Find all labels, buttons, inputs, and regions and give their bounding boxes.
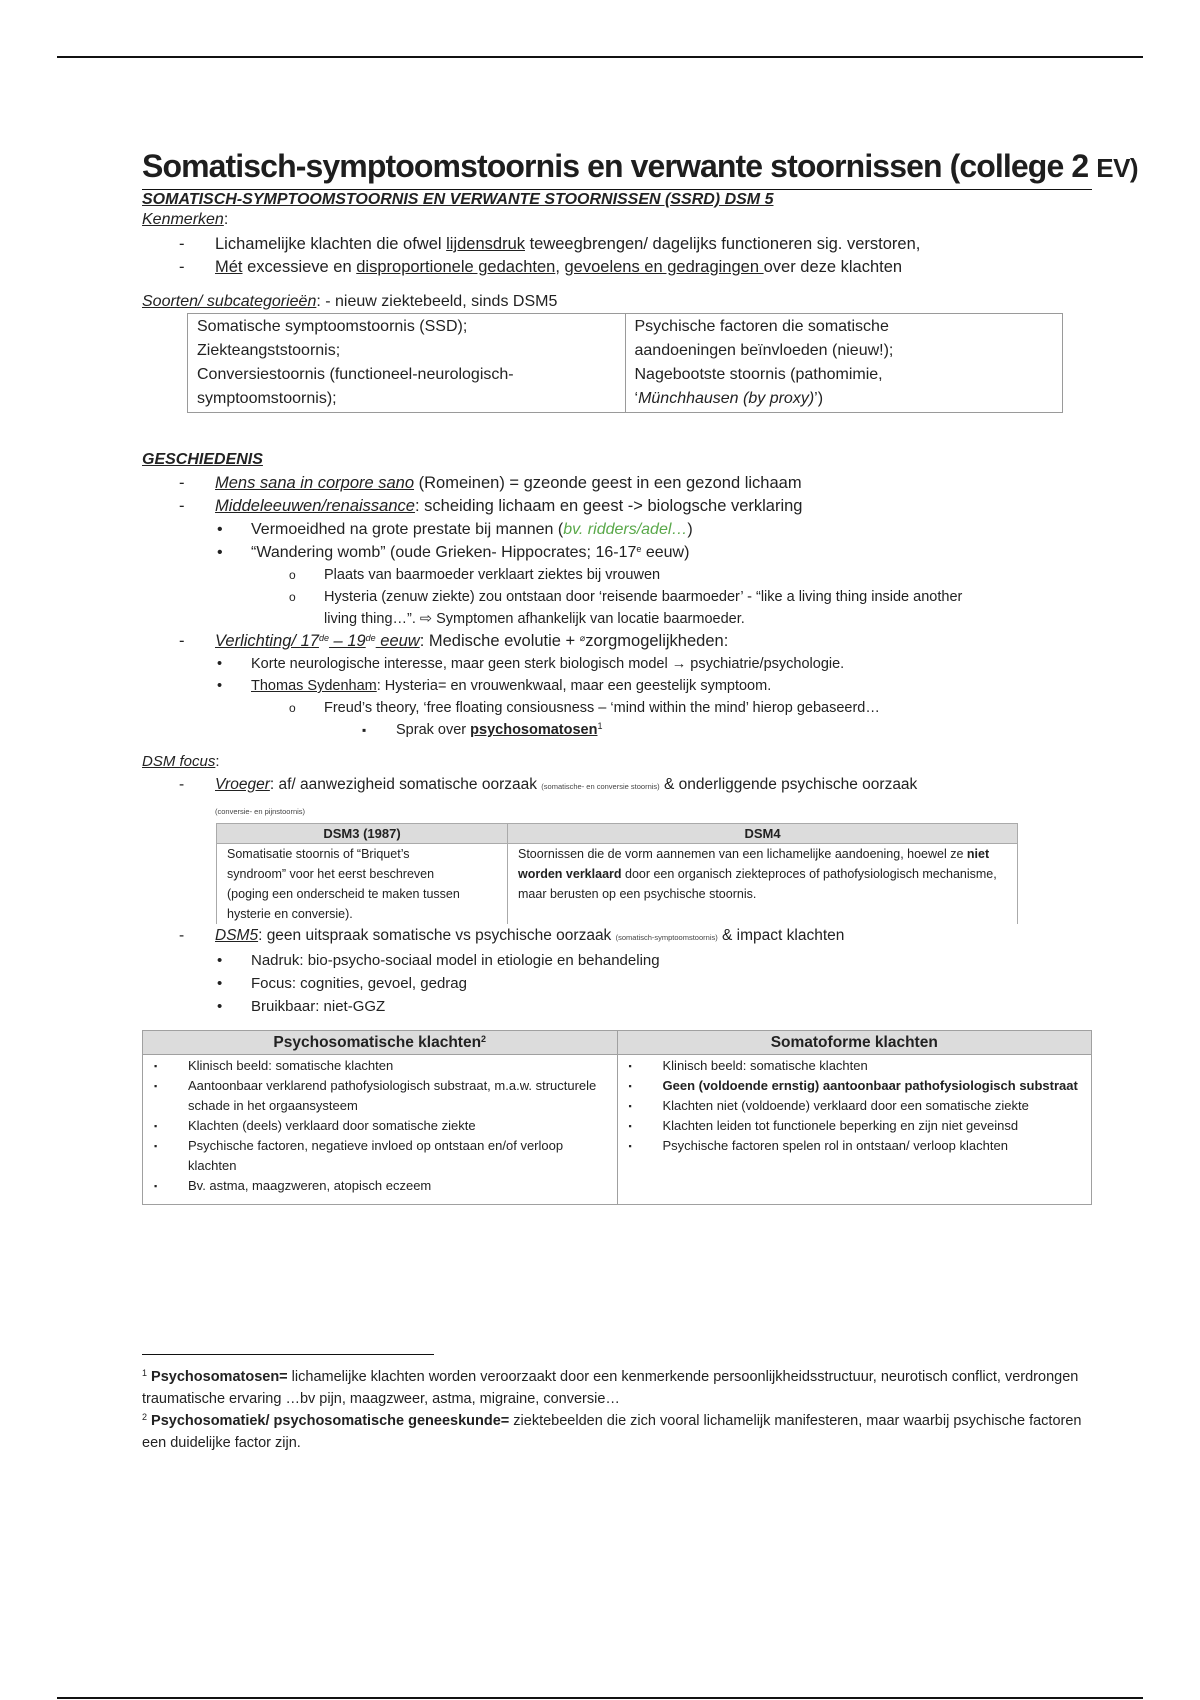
somatoform-cell	[617, 1055, 1092, 1205]
dsm-focus-label: DSM focus:	[142, 753, 220, 770]
list-item: - DSM5: geen uitspraak somatische vs psychische oorzaak (somatisch-symptoomstoornis) & impact klachten	[142, 924, 1092, 949]
list-item: • “Wandering womb” (oude Grieken- Hippocrates; 16-17e eeuw)	[142, 541, 1092, 564]
dsm-focus-list	[142, 773, 1092, 821]
footnotes	[142, 1366, 1092, 1454]
kenmerken-list	[142, 233, 1092, 279]
dsm3-header: DSM3 (1987)	[217, 824, 508, 844]
list-item: ▪ Klachten niet (voldoende) verklaard door een somatische ziekte	[618, 1096, 1092, 1116]
list-item: ▪ Sprak over psychosomatosen$^1$	[142, 719, 1092, 741]
list-item: - Verlichting/ 17de – 19de eeuw: Medische evolutie + ⌀zorgmogelijkheden:	[142, 630, 1092, 653]
psychosomatic-header: Psychosomatische klachten$^2$	[143, 1031, 618, 1055]
footer-rule	[57, 1697, 1143, 1699]
care-icon: ⌀	[579, 633, 586, 643]
list-item: - Vroeger: af/ aanwezigheid somatische oorzaak (somatische- en conversie stoornis) & onderliggende psychische oorzaak (conversie- en pijnstoornis)	[142, 773, 1092, 821]
somatoform-header: Somatoforme klachten	[617, 1031, 1092, 1055]
dsm-history-table	[216, 823, 1018, 924]
list-item: - Middeleeuwen/renaissance: scheiding lichaam en geest -> biologsche verklaring	[142, 495, 1092, 518]
list-item: • Focus: cognities, gevoel, gedrag	[142, 972, 1092, 995]
list-item: ▪ Klachten (deels) verklaard door somatische ziekte	[143, 1116, 617, 1136]
kenmerken-label: Kenmerken:	[142, 211, 229, 228]
subcategories-table	[187, 313, 1063, 413]
list-item: ▪ Klinisch beeld: somatische klachten	[143, 1056, 617, 1076]
section-heading-ssrd: SOMATISCH-SYMPTOOMSTOORNIS EN VERWANTE STOORNISSEN (SSRD) DSM 5	[142, 191, 774, 208]
subcategories-left: Somatische symptoomstoornis (SSD); Ziekteangststoornis; Conversiestoornis (functioneel-neurologisch- symptoomstoornis);	[188, 314, 626, 413]
document-body	[142, 146, 1139, 1205]
section-heading-geschiedenis: GESCHIEDENIS	[142, 451, 263, 468]
list-item: • Vermoeidhed na grote prestate bij mannen (bv. ridders/adel…)	[142, 518, 1092, 541]
list-item: - Mens sana in corpore sano (Romeinen) = gzeonde geest in een gezond lichaam	[142, 472, 1092, 495]
soorten-line: Soorten/ subcategorieën: - nieuw ziektebeeld, sinds DSM5	[142, 293, 558, 310]
list-item: o Freud’s theory, ‘free floating consiousness – ‘mind within the mind’ hierop gebaseerd…	[142, 697, 1092, 719]
psychosomatic-cell	[143, 1055, 618, 1205]
history-list	[142, 472, 1092, 741]
list-item: - Lichamelijke klachten die ofwel lijdensdruk teweegbrengen/ dagelijks functioneren sig. verstoren,	[142, 233, 1092, 256]
list-item: ▪ Klinisch beeld: somatische klachten	[618, 1056, 1092, 1076]
comparison-table	[142, 1030, 1092, 1205]
list-item: ▪ Geen (voldoende ernstig) aantoonbaar pathofysiologisch substraat	[618, 1076, 1092, 1096]
list-item: ▪ Psychische factoren, negatieve invloed op ontstaan en/of verloop klachten	[143, 1136, 617, 1176]
list-item: • Nadruk: bio-psycho-sociaal model in etiologie en behandeling	[142, 949, 1092, 972]
footnote-separator	[142, 1354, 434, 1355]
list-item: • Bruikbaar: niet-GGZ	[142, 995, 1092, 1018]
list-item: ▪ Psychische factoren spelen rol in ontstaan/ verloop klachten	[618, 1136, 1092, 1156]
footnote-2: $^2$ Psychosomatiek/ psychosomatische geneeskunde= ziektebeelden die zich vooral lichamelijk manifesteren, maar waarbij psychische factoren een duidelijke factor zijn.	[142, 1412, 1082, 1451]
subcategories-right: Psychische factoren die somatische aandoeningen beïnvloeden (nieuw!); Nagebootste stoornis (pathomimie, ‘Münchhausen (by proxy)’)	[625, 314, 1063, 413]
dsm4-cell: Stoornissen die de vorm aannemen van een lichamelijke aandoening, hoewel ze niet worden verklaard door een organisch ziekteproces of pathofysiologisch mechanisme, maar berusten op een psychische stoornis.	[508, 844, 1018, 925]
page-title: Somatisch-symptoomstoornis en verwante stoornissen (college 2 EV)	[142, 146, 1092, 190]
dsm3-cell: Somatisatie stoornis of “Briquet’s syndroom” voor het eerst beschreven (poging een onderscheid te maken tussen hysterie en conversie).	[217, 844, 508, 925]
list-item: • Thomas Sydenham: Hysteria= en vrouwenkwaal, maar een geestelijk symptoom.	[142, 675, 1092, 697]
list-item: ▪ Aantoonbaar verklarend pathofysiologisch substraat, m.a.w. structurele schade in het orgaansysteem	[143, 1076, 617, 1116]
footnote-1: $^1$ Psychosomatosen= lichamelijke klachten worden veroorzaakt door een kenmerkende persoonlijkheidsstructuur, neurotisch conflict, verdrongen traumatische ervaring …bv pijn, maagzweer, astma, migraine, conversie…	[142, 1368, 1079, 1407]
list-item: - Mét excessieve en disproportionele gedachten, gevoelens en gedragingen over deze klachten	[142, 256, 1092, 279]
list-item: ▪ Bv. astma, maagzweren, atopisch eczeem	[143, 1176, 617, 1196]
list-item: o Plaats van baarmoeder verklaart ziektes bij vrouwen	[142, 564, 1092, 586]
list-item: o Hysteria (zenuw ziekte) zou ontstaan door ‘reisende baarmoeder’ - “like a living thing inside another living thing…”. ⇨ Symptomen afhankelijk van locatie baarmoeder.	[142, 586, 1092, 630]
list-item: ▪ Klachten leiden tot functionele beperking en zijn niet geveinsd	[618, 1116, 1092, 1136]
list-item: • Korte neurologische interesse, maar geen sterk biologisch model → psychiatrie/psychologie.	[142, 653, 1092, 675]
dsm5-list	[142, 924, 1092, 1018]
header-rule	[57, 56, 1143, 58]
dsm4-header: DSM4	[508, 824, 1018, 844]
